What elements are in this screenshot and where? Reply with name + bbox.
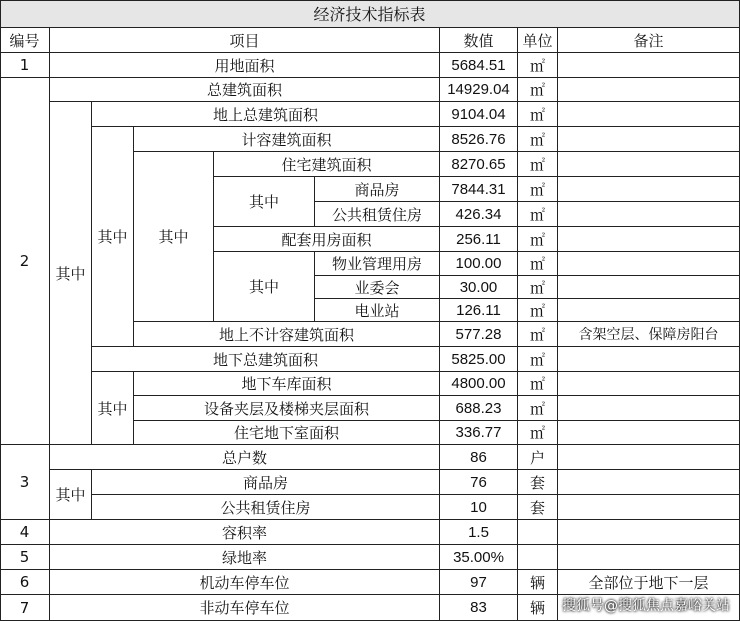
header-item: 项目 bbox=[50, 28, 440, 53]
row-unit: ㎡ bbox=[518, 276, 558, 299]
row-value: 577.28 bbox=[440, 322, 518, 347]
row-unit: 辆 bbox=[518, 595, 558, 621]
row-note: 含架空层、保障房阳台 bbox=[558, 322, 740, 347]
row-unit: ㎡ bbox=[518, 78, 558, 102]
header-value: 数值 bbox=[440, 28, 518, 53]
watermark: 搜狐号@搜狐焦点嘉峪关站 bbox=[562, 598, 730, 614]
row-value: 336.77 bbox=[440, 421, 518, 445]
row-label: 电业站 bbox=[315, 299, 440, 322]
row-id: 1 bbox=[0, 53, 50, 78]
row-unit: ㎡ bbox=[518, 299, 558, 322]
row-label: 公共租赁住房 bbox=[315, 202, 440, 227]
row-value: 97 bbox=[440, 570, 518, 595]
row-unit: ㎡ bbox=[518, 322, 558, 347]
row-value: 8270.65 bbox=[440, 152, 518, 177]
row-note bbox=[558, 470, 740, 495]
row-label: 容积率 bbox=[50, 520, 440, 545]
row-id: 4 bbox=[0, 520, 50, 545]
row-label: 商品房 bbox=[92, 470, 440, 495]
row-id: 5 bbox=[0, 545, 50, 570]
row-value: 76 bbox=[440, 470, 518, 495]
row-note bbox=[558, 102, 740, 127]
row-label: 绿地率 bbox=[50, 545, 440, 570]
row-note bbox=[558, 127, 740, 152]
row-unit: 辆 bbox=[518, 570, 558, 595]
row-note bbox=[558, 299, 740, 322]
row-note bbox=[558, 53, 740, 78]
row-unit: ㎡ bbox=[518, 421, 558, 445]
row-note bbox=[558, 227, 740, 252]
row-unit: ㎡ bbox=[518, 53, 558, 78]
row-unit bbox=[518, 520, 558, 545]
row-unit: ㎡ bbox=[518, 396, 558, 421]
qizhong-level1: 其中 bbox=[50, 102, 92, 445]
row-note bbox=[558, 177, 740, 202]
row-label: 地上总建筑面积 bbox=[92, 102, 440, 127]
row-label: 公共租赁住房 bbox=[92, 495, 440, 520]
qizhong-aboveground: 其中 bbox=[92, 127, 134, 347]
row-label: 配套用房面积 bbox=[214, 227, 440, 252]
group-id-3: 3 bbox=[0, 445, 50, 520]
row-note bbox=[558, 445, 740, 470]
row-unit: 户 bbox=[518, 445, 558, 470]
row-unit: 套 bbox=[518, 470, 558, 495]
row-note bbox=[558, 276, 740, 299]
row-note bbox=[558, 202, 740, 227]
header-unit: 单位 bbox=[518, 28, 558, 53]
row-unit: ㎡ bbox=[518, 372, 558, 396]
row-note: 全部位于地下一层 bbox=[558, 570, 740, 595]
row-note bbox=[558, 152, 740, 177]
row-value: 30.00 bbox=[440, 276, 518, 299]
row-note bbox=[558, 545, 740, 570]
row-label: 住宅地下室面积 bbox=[134, 421, 440, 445]
row-label: 用地面积 bbox=[50, 53, 440, 78]
row-id: 7 bbox=[0, 595, 50, 621]
row-value: 9104.04 bbox=[440, 102, 518, 127]
qizhong-underground: 其中 bbox=[92, 372, 134, 445]
row-note bbox=[558, 347, 740, 372]
row-unit: ㎡ bbox=[518, 102, 558, 127]
row-label: 物业管理用房 bbox=[315, 252, 440, 276]
row-unit: ㎡ bbox=[518, 152, 558, 177]
row-unit: 套 bbox=[518, 495, 558, 520]
table-title: 经济技术指标表 bbox=[0, 0, 740, 28]
row-label: 总建筑面积 bbox=[50, 78, 440, 102]
row-value: 5825.00 bbox=[440, 347, 518, 372]
row-value: 1.5 bbox=[440, 520, 518, 545]
row-value: 83 bbox=[440, 595, 518, 621]
header-note: 备注 bbox=[558, 28, 740, 53]
row-id: 6 bbox=[0, 570, 50, 595]
qizhong-facility: 其中 bbox=[214, 252, 315, 322]
group-id-2: 2 bbox=[0, 78, 50, 445]
row-value: 688.23 bbox=[440, 396, 518, 421]
row-note bbox=[558, 495, 740, 520]
row-note bbox=[558, 520, 740, 545]
qizhong-households: 其中 bbox=[50, 470, 92, 520]
row-label: 机动车停车位 bbox=[50, 570, 440, 595]
row-label: 总户数 bbox=[50, 445, 440, 470]
row-label: 计容建筑面积 bbox=[134, 127, 440, 152]
row-note bbox=[558, 252, 740, 276]
row-value: 35.00% bbox=[440, 545, 518, 570]
row-note bbox=[558, 78, 740, 102]
row-label: 住宅建筑面积 bbox=[214, 152, 440, 177]
row-value: 4800.00 bbox=[440, 372, 518, 396]
qizhong-jirong: 其中 bbox=[134, 152, 214, 322]
row-label: 设备夹层及楼梯夹层面积 bbox=[134, 396, 440, 421]
qizhong-residential: 其中 bbox=[214, 177, 315, 227]
row-unit: ㎡ bbox=[518, 177, 558, 202]
row-unit: ㎡ bbox=[518, 252, 558, 276]
row-note bbox=[558, 372, 740, 396]
row-value: 14929.04 bbox=[440, 78, 518, 102]
row-label: 地上不计容建筑面积 bbox=[134, 322, 440, 347]
row-value: 10 bbox=[440, 495, 518, 520]
row-label: 业委会 bbox=[315, 276, 440, 299]
row-value: 8526.76 bbox=[440, 127, 518, 152]
row-unit bbox=[518, 545, 558, 570]
row-unit: ㎡ bbox=[518, 227, 558, 252]
row-value: 5684.51 bbox=[440, 53, 518, 78]
row-value: 126.11 bbox=[440, 299, 518, 322]
row-label: 地下车库面积 bbox=[134, 372, 440, 396]
row-label: 商品房 bbox=[315, 177, 440, 202]
row-label: 地下总建筑面积 bbox=[92, 347, 440, 372]
row-unit: ㎡ bbox=[518, 347, 558, 372]
row-value: 7844.31 bbox=[440, 177, 518, 202]
row-note bbox=[558, 396, 740, 421]
header-id: 编号 bbox=[0, 28, 50, 53]
row-note bbox=[558, 421, 740, 445]
row-unit: ㎡ bbox=[518, 127, 558, 152]
row-unit: ㎡ bbox=[518, 202, 558, 227]
row-label: 非动车停车位 bbox=[50, 595, 440, 621]
row-value: 86 bbox=[440, 445, 518, 470]
row-value: 256.11 bbox=[440, 227, 518, 252]
row-value: 100.00 bbox=[440, 252, 518, 276]
row-value: 426.34 bbox=[440, 202, 518, 227]
